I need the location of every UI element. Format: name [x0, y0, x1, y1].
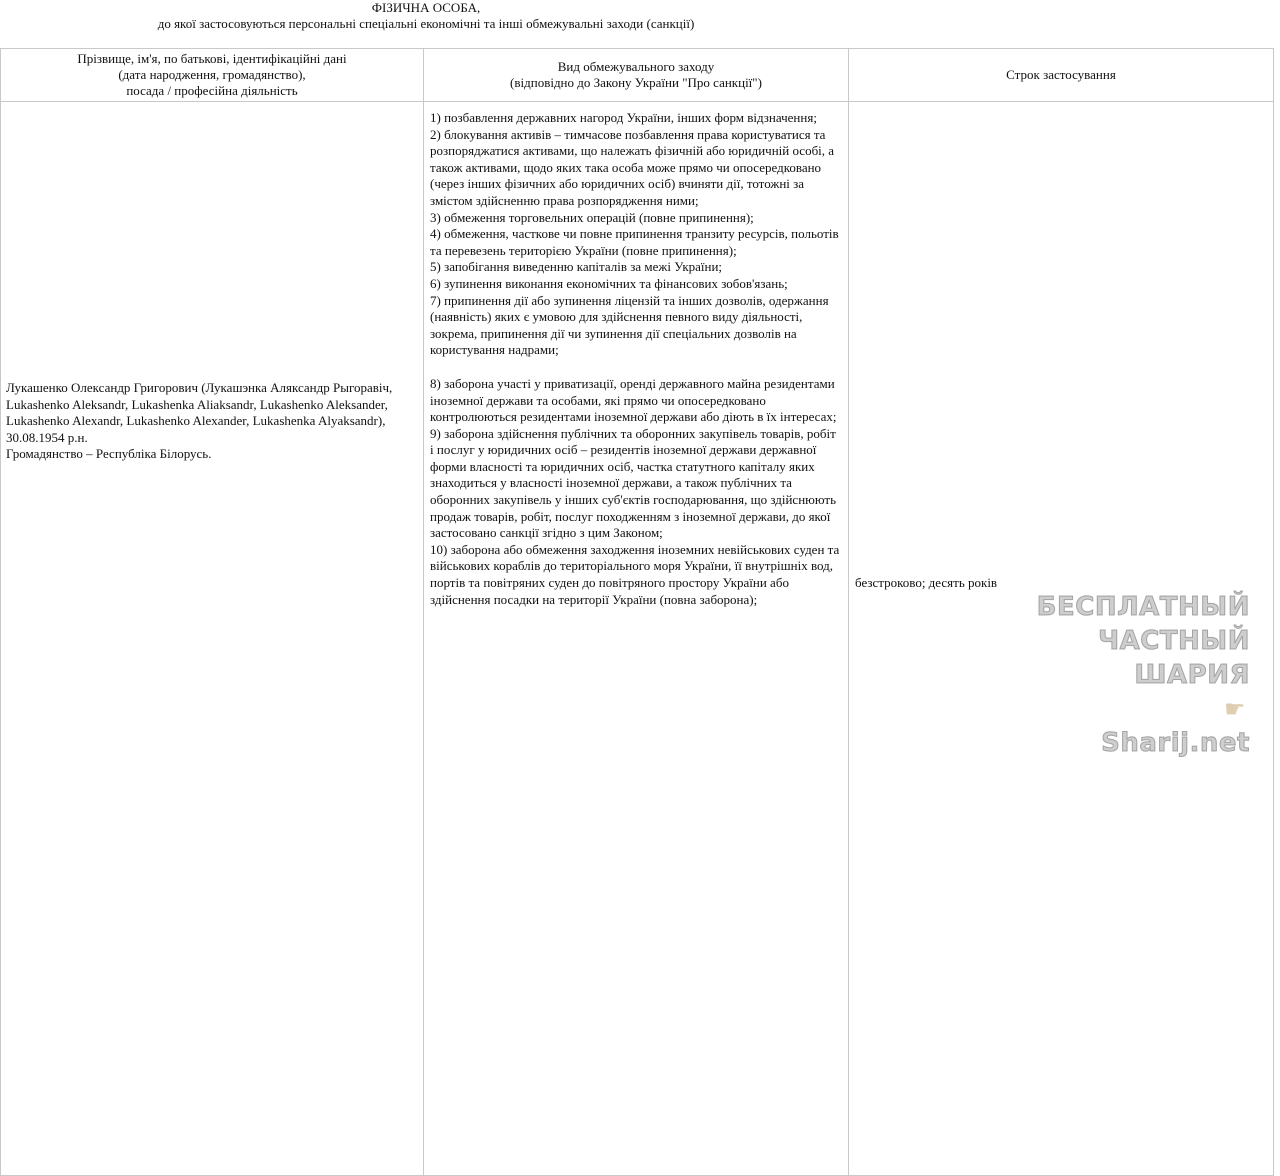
measure-item: 8) заборона участі у приватизації, оренді державного майна резидентами іноземної держави та особами, які прямо чи опосередковано контролюються резидентами іноземної держави або діють в їх інтересах;: [430, 375, 837, 425]
watermark-line2-right: Sharij.net: [1101, 728, 1250, 758]
column-header-term: [849, 49, 1274, 102]
measure-item: 2) блокування активів – тимчасове позбавлення права користуватися та розпоряджатися активами, що належать фізичній або юридичній особі, а також активами, щодо яких така особа може прямо чи опосередковано (через інших фізичних або юридичних осіб) вчиняти дії, тотожні за змістом здійсненню права розпорядження ними;: [430, 126, 835, 208]
measure-item: 10) заборона або обмеження заходження іноземних невійськових суден та військових кораблів до територіального моря України, її внутрішніх вод, портів та повітряних суден до повітряного простору України або здійснення посадки на території України (повна заборона);: [430, 541, 840, 607]
pointing-hand-icon: ☛: [1223, 695, 1246, 723]
person-citizenship: Громадянство – Республіка Білорусь.: [6, 446, 212, 462]
header-line: (відповідно до Закону України "Про санкції"): [510, 75, 762, 90]
person-cell: [1, 102, 424, 1176]
measure-item: 1) позбавлення державних нагород України, інших форм відзначення;: [430, 110, 817, 125]
document-title: ФІЗИЧНА ОСОБА,: [371, 0, 481, 15]
measures-group-1: [430, 110, 842, 359]
measure-item: 6) зупинення виконання економічних та фінансових зобов'язань;: [430, 275, 788, 291]
sanctions-table: [0, 48, 1274, 1176]
table-header-row: [1, 49, 1274, 102]
term-value: безстроково; десять років: [855, 575, 998, 590]
measure-item: 3) обмеження торговельних операцій (повне припинення);: [430, 209, 754, 225]
measure-item: 5) запобігання виведенню капіталів за межі України;: [430, 259, 723, 275]
watermark-line2-left: ШАРИЯ: [1134, 660, 1250, 690]
header-line: (дата народження, громадянство),: [118, 67, 306, 82]
measures-cell: [424, 102, 849, 1176]
measure-item: 4) обмеження, часткове чи повне припинення транзиту ресурсів, польотів та перевезень територією України (повне припинення);: [430, 226, 839, 258]
header-line: Прізвище, ім'я, по батькові, ідентифікаційні дані: [77, 51, 347, 66]
header-line: Строк застосування: [1006, 67, 1116, 82]
document-header: [0, 0, 852, 32]
term-cell: [849, 102, 1274, 1176]
column-header-person: [1, 49, 424, 102]
header-line: посада / професійна діяльність: [126, 83, 298, 98]
measures-group-2: [430, 376, 842, 608]
header-line: Вид обмежувального заходу: [557, 59, 715, 74]
column-header-measure: [424, 49, 849, 102]
person-identity: Лукашенко Олександр Григорович (Лукашэнка Аляксандр Рыгоравіч, Lukashenko Aleksandr, Lukashenka Aliaksandr, Lukashenko Aleksander, Lukashenko Alexandr, Lukashenko Alexander, Lukashenka Alyaksandr), 30.08.1954 р.н.: [6, 380, 393, 445]
table-row: [1, 102, 1274, 1176]
measure-item: 9) заборона здійснення публічних та оборонних закупівель товарів, робіт і послуг у юридичних осіб – резидентів іноземної держави державної форми власності та юридичних осіб, частка статутного капіталу яких знаходиться у власності іноземної держави, а також публічних та оборонних закупівель у інших суб'єктів господарювання, що здійснюють продаж товарів, робіт, послуг походженням з іноземної держави, до якої застосовано санкції згідно з цим Законом;: [430, 425, 837, 541]
document-subtitle: до якої застосовуються персональні спеціальні економічні та інші обмежувальні заходи (санкції): [157, 16, 695, 31]
watermark-line1: БЕСПЛАТНЫЙ ЧАСТНЫЙ: [1036, 592, 1250, 656]
measure-item: 7) припинення дії або зупинення ліцензій та інших дозволів, одержання (наявність) яких є умовою для здійснення певного виду діяльності, зокрема, припинення дії чи зупинення дії спеціальних дозволів на користування надрами;: [430, 292, 829, 358]
